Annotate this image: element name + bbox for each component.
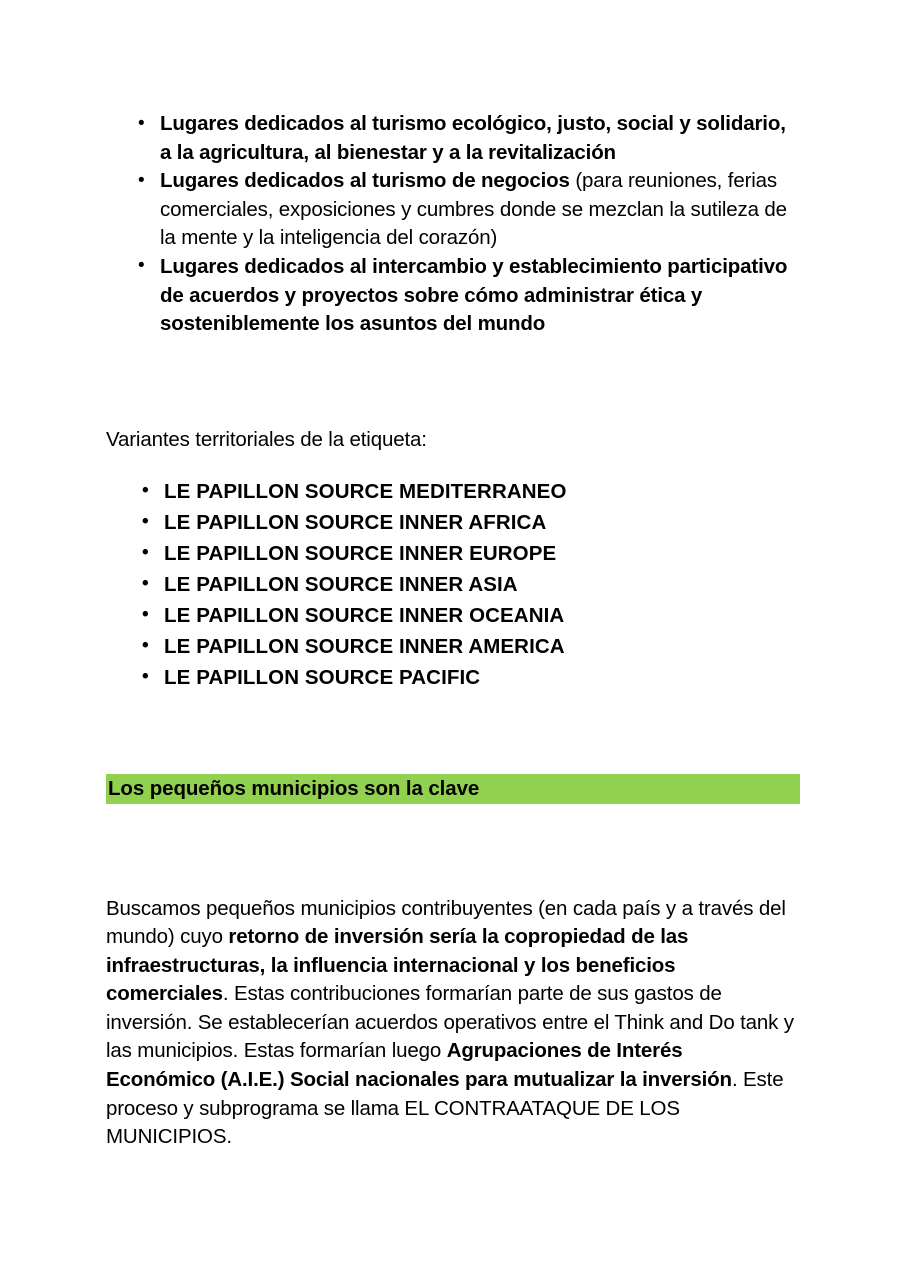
list-item-label: LE PAPILLON SOURCE PACIFIC [164, 666, 481, 689]
list-item-label: LE PAPILLON SOURCE INNER AFRICA [164, 511, 547, 534]
list-item-normal-text: (para reuniones, ferias comerciales, exposiciones y cumbres donde se mezclan la sutileza de la mente y la inteligencia del corazón) [160, 169, 787, 250]
paragraph-segment: . Este proceso y subprograma se llama EL CONTRAATAQUE DE LOS MUNICIPIOS. [106, 1068, 784, 1149]
list-item-label: LE PAPILLON SOURCE INNER EUROPE [164, 542, 557, 565]
variantes-intro-text: Variantes territoriales de la etiqueta: [106, 428, 427, 451]
services-bullet-list [138, 110, 798, 339]
list-item [138, 167, 798, 253]
paragraph-segment: Buscamos pequeños municipios contribuyentes (en cada país y a través del mundo) cuyo [106, 896, 786, 949]
list-item-bold-text: Lugares dedicados al intercambio y establecimiento participativo de acuerdos y proyectos sobre cómo administrar ética y sosteniblemente los asuntos del mundo [160, 254, 788, 336]
list-item [138, 110, 798, 167]
page-title: Los pequeños municipios son la clave [108, 777, 480, 800]
list-item-bold-text: Lugares dedicados al turismo de negocios [160, 169, 570, 193]
territorial-variants-list [142, 477, 792, 694]
list-item-bold-text: Lugares dedicados al turismo ecológico, justo, social y solidario, a la agricultura, al bienestar y a la revitalización [160, 112, 786, 164]
section-heading-highlight [106, 774, 800, 804]
list-item [142, 477, 792, 507]
paragraph-segment-bold: retorno de inversión sería la copropiedad de las infraestructuras, la influencia internacional y los beneficios comerciales [106, 925, 689, 1006]
list-item [142, 663, 792, 693]
list-item [142, 601, 792, 631]
list-item [138, 253, 798, 339]
list-item [142, 570, 792, 600]
paragraph-segment-bold: Agrupaciones de Interés Económico (A.I.E.) Social nacionales para mutualizar la inversión [106, 1039, 732, 1092]
list-item-label: LE PAPILLON SOURCE INNER OCEANIA [164, 604, 565, 627]
list-item [142, 508, 792, 538]
list-item-label: LE PAPILLON SOURCE MEDITERRANEO [164, 480, 567, 503]
list-item-label: LE PAPILLON SOURCE INNER ASIA [164, 573, 518, 596]
list-item [142, 539, 792, 569]
paragraph-segment: . Estas contribuciones formarían parte de sus gastos de inversión. Se establecerían acuerdos operativos entre el Think and Do tank y las municipios. Estas formarían luego [106, 982, 794, 1063]
list-item-label: LE PAPILLON SOURCE INNER AMERICA [164, 635, 565, 658]
list-item [142, 632, 792, 662]
closing-paragraph [106, 895, 796, 1152]
